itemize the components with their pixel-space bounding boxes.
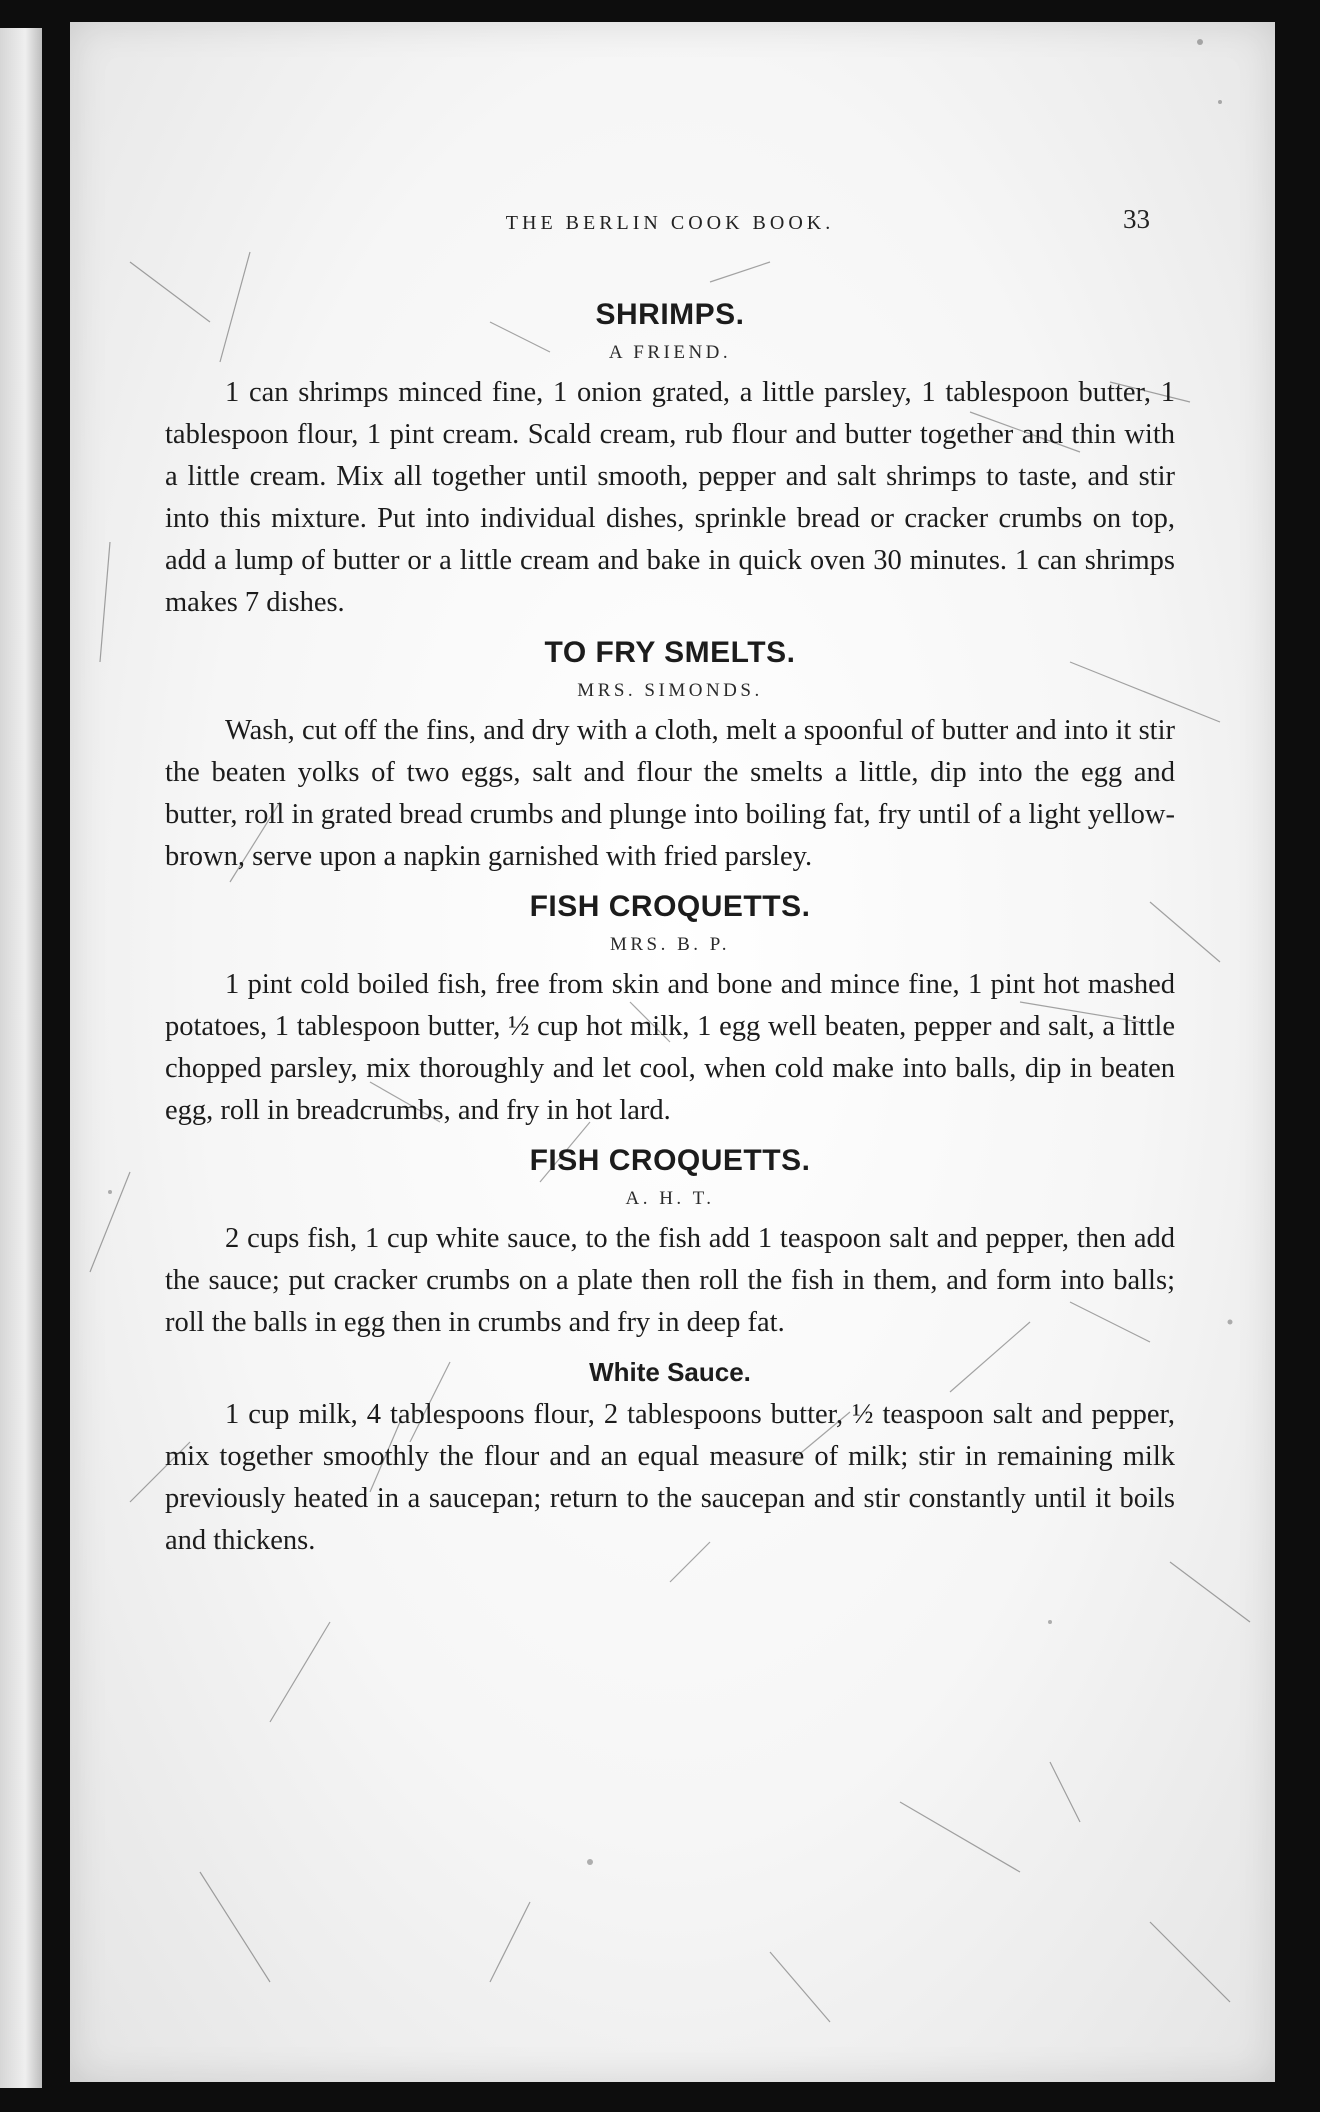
page-number: 33	[1123, 204, 1150, 234]
book-page	[70, 22, 1275, 2082]
recipe-fry-smelts	[165, 630, 1175, 878]
recipe-contributor: A FRIEND.	[608, 342, 732, 363]
recipe-title: FISH CROQUETTS.	[529, 890, 811, 923]
adjacent-page-strip	[0, 28, 42, 2088]
recipe-fish-croquetts-1	[165, 884, 1175, 1132]
recipe-white-sauce	[165, 1350, 1175, 1562]
recipe-body: 1 cup milk, 4 tablespoons flour, 2 tablespoons butter, ½ teaspoon salt and pepper, mix together smoothly the flour and an equal measure of milk; stir in remaining milk previously heated in a saucepan; return to the saucepan and stir constantly until it boils and thickens.	[165, 1399, 1175, 1556]
recipe-title: TO FRY SMELTS.	[544, 636, 796, 669]
page-content	[165, 292, 1175, 1568]
sub-recipe-title: White Sauce.	[589, 1357, 751, 1387]
recipe-body: Wash, cut off the fins, and dry with a cloth, melt a spoonful of butter and into it stir the beaten yolks of two eggs, salt and flour the smelts a little, dip into the egg and butter, roll in grated bread crumbs and plunge into boiling fat, fry until of a light yellow-brown, serve upon a napkin garnished with fried parsley.	[165, 715, 1175, 872]
running-head	[190, 192, 1150, 252]
recipe-contributor: A. H. T.	[625, 1188, 715, 1209]
recipe-body: 2 cups fish, 1 cup white sauce, to the fish add 1 teaspoon salt and pepper, then add the sauce; put cracker crumbs on a plate then roll the fish in them, and form into balls; roll the balls in egg then in crumbs and fry in deep fat.	[165, 1223, 1175, 1338]
recipe-title: FISH CROQUETTS.	[529, 1144, 811, 1177]
recipe-title: SHRIMPS.	[595, 298, 745, 331]
recipe-body: 1 pint cold boiled fish, free from skin and bone and mince fine, 1 pint hot mashed potatoes, 1 tablespoon butter, ½ cup hot milk, 1 egg well beaten, pepper and salt, a little chopped parsley, mix thoroughly and let cool, when cold make into balls, dip in beaten egg, roll in breadcrumbs, and fry in hot lard.	[165, 969, 1175, 1126]
recipe-shrimps	[165, 292, 1175, 624]
running-title: THE BERLIN COOK BOOK.	[505, 212, 835, 234]
recipe-body: 1 can shrimps minced fine, 1 onion grated, a little parsley, 1 tablespoon butter, 1 tablespoon flour, 1 pint cream. Scald cream, rub flour and butter together and thin with a little cream. Mix all together until smooth, pepper and salt shrimps to taste, and stir into this mixture. Put into individual dishes, sprinkle bread or cracker crumbs on top, add a lump of butter or a little cream and bake in quick oven 30 minutes. 1 can shrimps makes 7 dishes.	[165, 377, 1175, 618]
recipe-contributor: MRS. B. P.	[609, 934, 731, 955]
recipe-contributor: MRS. SIMONDS.	[577, 680, 763, 701]
recipe-fish-croquetts-2	[165, 1138, 1175, 1344]
